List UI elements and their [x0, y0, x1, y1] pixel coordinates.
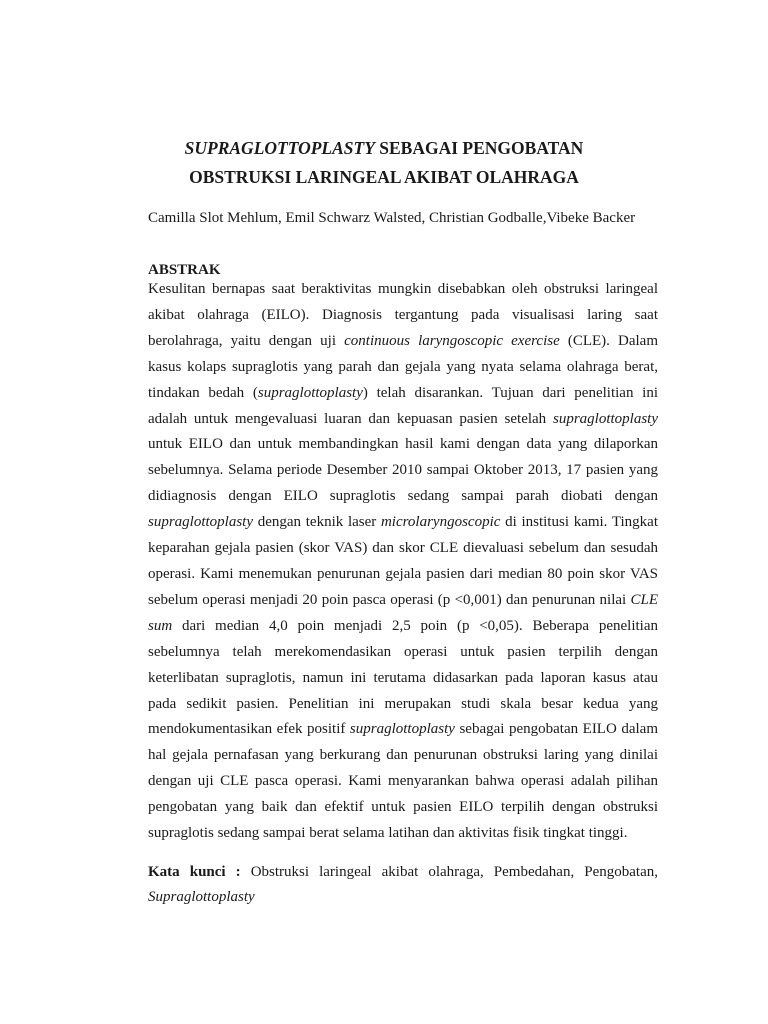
abstract-italic-term: supraglottoplasty — [552, 410, 658, 427]
abstract-italic-term: continuous laryngoscopic exercise — [344, 332, 560, 349]
abstract-text: (CLE). Dalam kasus kolaps supraglotis yang parah dan gejala yang nyata selama olahraga berat, tindakan bedah ( — [148, 332, 659, 401]
abstract-italic-term: supraglottoplasty — [257, 384, 363, 401]
abstract-text: ) telah disarankan. Tujuan dari penelitian ini adalah untuk mengevaluasi luaran dan kepuasan pasien setelah — [148, 384, 658, 427]
keywords-label: Kata kunci : — [148, 864, 241, 880]
title-italic-term: SUPRAGLOTTOPLASTY — [184, 138, 375, 158]
keywords-text: Obstruksi laringeal akibat olahraga, Pembedahan, Pengobatan, — [240, 864, 658, 880]
abstract-text: dengan teknik laser — [253, 514, 381, 531]
abstract-italic-term: supraglottoplasty — [349, 721, 455, 738]
abstract-heading: ABSTRAK — [148, 262, 221, 278]
abstract-text: di institusi kami. Tingkat keparahan gejala pasien (skor VAS) dan skor CLE dievaluasi sebelum dan sesudah operasi. Kami menemukan penurunan gejala pasien dari median 80 poin skor VAS sebelum operasi menjadi 20 poin pasca operasi (p <0,001) dan penurunan nilai — [148, 514, 658, 608]
title-line-1 — [0, 137, 768, 159]
abstract-italic-term: microlaryngoscopic — [380, 514, 501, 531]
abstract-italic-term: supraglottoplasty — [148, 514, 254, 531]
abstract-text: sebagai pengobatan EILO dalam hal gejala pernafasan yang berkurang dan penurunan obstruksi laring yang dinilai dengan uji CLE pasca operasi. Kami menyarankan bahwa operasi adalah pilihan pengobatan yang baik dan efektif untuk pasien EILO terpilih dengan obstruksi supraglotis sedang sampai berat selama latihan dan aktivitas fisik tingkat tinggi. — [148, 721, 658, 842]
abstract-text: untuk EILO dan untuk membandingkan hasil kami dengan data yang dilaporkan sebelumnya. Selama periode Desember 2010 sampai Oktober 2013, 17 pasien yang didiagnosis dengan EILO supraglotis sedang sampai parah diobati dengan — [148, 436, 658, 505]
abstract-italic-term: CLE sum — [148, 591, 658, 634]
title-line-1-rest: SEBAGAI PENGOBATAN — [374, 138, 584, 158]
abstract-text: dari median 4,0 poin menjadi 2,5 poin (p <0,05). Beberapa penelitian sebelumnya telah merekomendasikan operasi untuk pasien terpilih dengan keterlibatan supraglotis, namun ini terutama didasarkan pada laporan kasus atau pada sedikit pasien. Penelitian ini merupakan studi skala besar kedua yang mendokumentasikan efek positif — [148, 617, 658, 738]
abstract-text: Kesulitan bernapas saat beraktivitas mungkin disebabkan oleh obstruksi laringeal akibat olahraga (EILO). Diagnosis tergantung pada visualisasi laring saat berolahraga, yaitu dengan uji — [148, 281, 658, 349]
keywords-paragraph — [148, 860, 658, 910]
keywords-italic-term: Supraglottoplasty — [148, 889, 255, 905]
title-line-2: OBSTRUKSI LARINGEAL AKIBAT OLAHRAGA — [189, 167, 579, 187]
abstract-body — [148, 277, 658, 847]
author-list: Camilla Slot Mehlum, Emil Schwarz Walsted, Christian Godballe,Vibeke Backer — [148, 210, 636, 226]
